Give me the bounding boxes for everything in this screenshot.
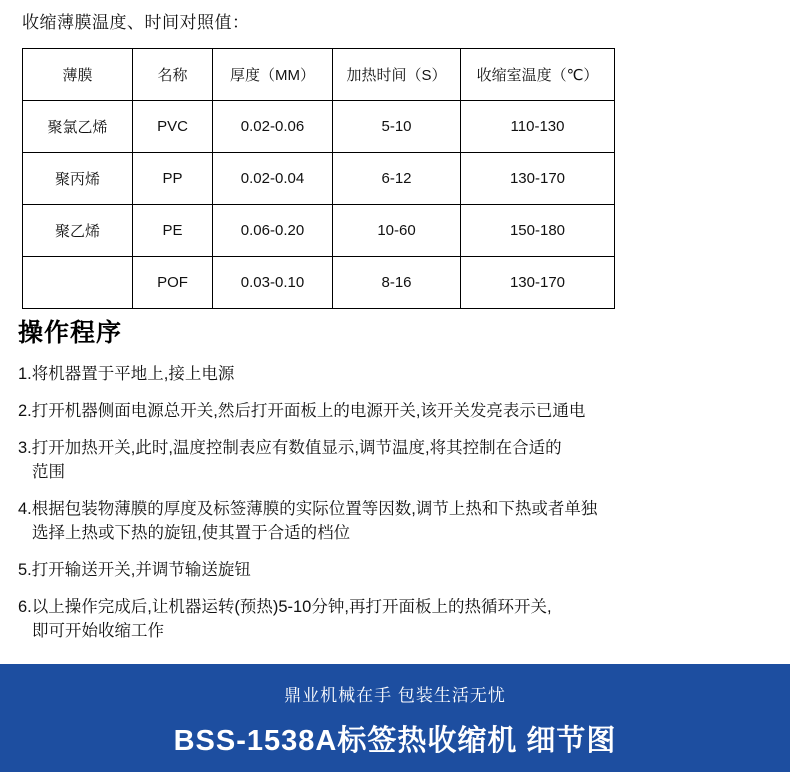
step-line-2: 即可开始收缩工作 (32, 622, 164, 640)
table-row (23, 205, 615, 257)
table-row (23, 153, 615, 205)
table-cell: 110-130 (461, 101, 615, 153)
table-cell: 6-12 (333, 153, 461, 205)
step-line-1: 6.以上操作完成后,让机器运转(预热)5-10分钟,再打开面板上的热循环开关, (18, 598, 552, 616)
step-line-1: 5.打开输送开关,并调节输送旋钮 (18, 561, 251, 579)
table-cell: 0.02-0.04 (213, 153, 333, 205)
table-header-row (23, 49, 615, 101)
table-cell (23, 257, 133, 309)
intro-text: 收缩薄膜温度、时间对照值： (22, 13, 250, 32)
section-heading: 操作程序 (18, 319, 123, 347)
table-cell: 10-60 (333, 205, 461, 257)
table-cell: 聚丙烯 (23, 153, 133, 205)
table-cell: 聚氯乙烯 (23, 101, 133, 153)
table-header-cell: 名称 (133, 49, 213, 101)
step-line-1: 1.将机器置于平地上,接上电源 (18, 365, 235, 383)
table-cell: POF (133, 257, 213, 309)
operating-procedure-list (18, 362, 770, 656)
list-item (18, 558, 770, 582)
table-header-cell: 厚度（MM） (213, 49, 333, 101)
table-header-cell: 薄膜 (23, 49, 133, 101)
step-line-1: 4.根据包装物薄膜的厚度及标签薄膜的实际位置等因数,调节上热和下热或者单独 (18, 500, 598, 518)
table-cell: 130-170 (461, 257, 615, 309)
table-cell: 聚乙烯 (23, 205, 133, 257)
table-cell: 0.03-0.10 (213, 257, 333, 309)
table-header-cell: 加热时间（S） (333, 49, 461, 101)
list-item (18, 362, 770, 386)
table-cell: PVC (133, 101, 213, 153)
footer-banner (0, 664, 790, 772)
list-item (18, 399, 770, 423)
table-cell: 5-10 (333, 101, 461, 153)
table-cell: 0.02-0.06 (213, 101, 333, 153)
table-cell: 130-170 (461, 153, 615, 205)
step-line-1: 3.打开加热开关,此时,温度控制表应有数值显示,调节温度,将其控制在合适的 (18, 439, 562, 457)
table-cell: 150-180 (461, 205, 615, 257)
table-cell: 0.06-0.20 (213, 205, 333, 257)
shrink-film-spec-table (22, 48, 615, 309)
table-cell: 8-16 (333, 257, 461, 309)
step-line-1: 2.打开机器侧面电源总开关,然后打开面板上的电源开关,该开关发亮表示已通电 (18, 402, 586, 420)
table-header-cell: 收缩室温度（℃） (461, 49, 615, 101)
step-line-2: 选择上热或下热的旋钮,使其置于合适的档位 (32, 524, 351, 542)
list-item (18, 436, 770, 484)
list-item (18, 595, 770, 643)
footer-subtitle: 鼎业机械在手 包装生活无忧 (284, 686, 506, 705)
table-cell: PE (133, 205, 213, 257)
list-item (18, 497, 770, 545)
footer-title: BSS-1538A标签热收缩机 细节图 (173, 725, 617, 757)
table-cell: PP (133, 153, 213, 205)
table-row (23, 101, 615, 153)
table-row (23, 257, 615, 309)
step-line-2: 范围 (32, 463, 65, 481)
